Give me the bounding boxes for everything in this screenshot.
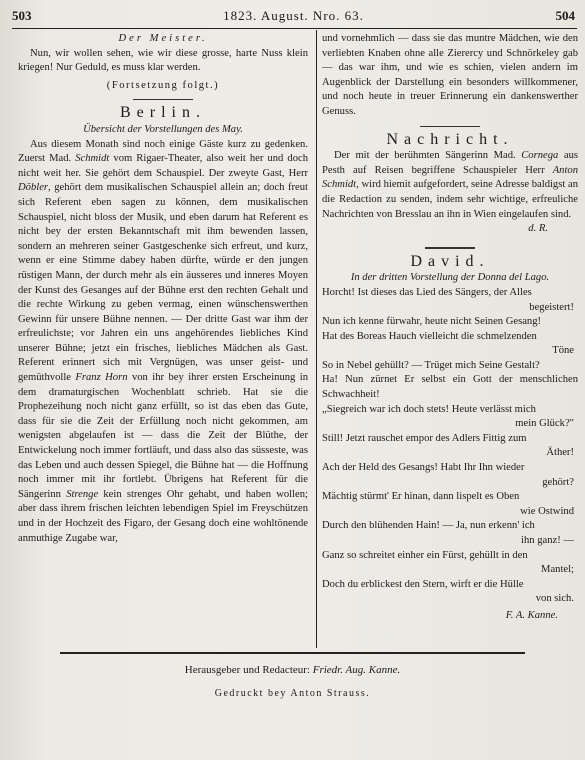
page-number-left: 503: [12, 8, 32, 23]
verse-line-end: Mantel;: [541, 564, 574, 576]
name-anton-schmidt: Anton Schmidt: [322, 164, 578, 191]
verse-line: Nun ich kenne fürwahr, heute nicht Seinen Gesang!: [322, 316, 542, 328]
name-franz-horn: Franz Horn: [75, 372, 128, 384]
verse-line: Ganz so schreitet einher ein Fürst, gehüllt in den: [322, 549, 528, 561]
verse-line: Still! Jetzt rauschet empor des Adlers Fittig zum: [322, 432, 527, 444]
footer-rule: [60, 652, 525, 654]
section-divider: [425, 247, 475, 249]
article-continuation: und vornehmlich — dass sie das muntre Mädchen, wie den verliebten Knaben ohne alle Zierercy und Schnörkeley gab — das war ihm, und wie es schien, vielen andern im Augenblick der Darstellung ein besonders willkommener, und noch heute in treuer Erinnerung ein dankenswerther Genuss.: [322, 33, 578, 117]
editor-label: Herausgeber und Redacteur:: [184, 664, 313, 676]
verse-line-end: Töne: [552, 345, 574, 357]
verse-line: Hat des Boreas Hauch vielleicht die schmelzenden: [322, 330, 537, 342]
header-rule: [12, 28, 577, 29]
notice-body: [322, 149, 578, 222]
notice-signature: d. R.: [528, 223, 548, 235]
notice-text: Der mit der berühmten Sängerinn Mad.: [334, 150, 522, 162]
section-divider: [420, 126, 480, 127]
poem-signature: F. A. Kanne.: [505, 609, 558, 621]
verse-line-end: Äther!: [546, 447, 574, 459]
verse-line: Ha! Nun zürnet Er selbst ein Gott der menschlichen Schwachheit!: [322, 374, 578, 401]
verse-line-end: gehört?: [542, 476, 574, 488]
verse-line-end: wie Ostwind: [520, 505, 574, 517]
poem-title: David.: [410, 252, 490, 270]
berlin-article-body: [18, 138, 308, 547]
editor-line: [0, 664, 585, 676]
left-column: [18, 32, 308, 546]
speaker-label: Der Meister.: [118, 33, 208, 44]
name-dobler: Döbler: [18, 182, 49, 194]
continuation-note: (Fortsetzung folgt.): [106, 79, 220, 91]
verse-line-end: von sich.: [535, 593, 574, 605]
poem-verses: [322, 286, 578, 607]
page-header: [12, 8, 575, 26]
verse-line: Durch den blühenden Hain! — Ja, nun erkenn' ich: [322, 520, 535, 532]
verse-line: Horcht! Ist dieses das Lied des Sängers, der Alles: [322, 286, 532, 298]
name-cornega: Cornega: [521, 150, 559, 162]
verse-line-end: mein Glück?": [515, 418, 574, 430]
section-divider: [133, 99, 193, 100]
section-subtitle: Übersicht der Vorstellungen des May.: [83, 123, 243, 135]
column-divider: [316, 30, 317, 648]
verse-line-end: ihn ganz! —: [521, 535, 574, 546]
section-title-nachricht: Nachricht.: [386, 130, 514, 148]
section-title-berlin: Berlin.: [120, 104, 206, 122]
page-number-right: 504: [555, 8, 575, 23]
name-schmidt: Schmidt: [75, 153, 110, 165]
body-text: kein strenges Ohr gehabt, und haben wollen; aber dass ihrem frischen leichten lebendigen Spiel im Freyschützen und in der Hochzeit des Figaro, der Gesang doch eine wohltönende anmuthige Zugabe war,: [18, 488, 308, 544]
verse-line-end: begeistert!: [529, 301, 574, 313]
dialogue-text: Nun, wir wollen sehen, wie wir diese grosse, harte Nuss klein kriegen! Nur Geduld, es muss klar werden.: [18, 47, 308, 74]
notice-text: aus Pesth auf Reisen begriffene Schauspieler Herr: [322, 150, 578, 176]
issue-date: 1823. August. Nro. 63.: [223, 8, 364, 23]
body-text: , gehört dem musikalischen Schauspiel allein an; doch freut sich Referent eben sagen zu können, dem musikalischen Schauspiel, nicht bloss der Musik, und eben darum hat Referent es nicht bey der ersten Bekanntschaft mit ihm bewenden lassen, sondern an mehreren seiner Gastgeschenke sich erfreut, und kurz, wenn er eine Stimme dabey haben dürfte, würde er den jungen rüstigen Mann, der durch mehr als ein äusseres und inneres Moyen der Kunst des Gesanges auf der Bühne erst den rechten Gehalt und die rechte Wirkung zu geben vermag, einen wünschenswerthen Gewinn für unsere Bühne nennen. — Der dritte Gast war ihm der erfreulichste; vor Jahren ein uns angehörendes liebliches Kind unserer Bühne; jetzt ein frisches, liebliches Mädchen als Gast. Referent erinnert sich mit Vergnügen, was unser geist- und gemüthvolle: [18, 182, 308, 384]
verse-line: So in Nebel gehüllt? — Trüget mich Seine Gestalt?: [322, 359, 540, 371]
verse-line: „Siegreich war ich doch stets! Heute verlässt mich: [322, 403, 536, 415]
body-text: vom Rigaer-Theater, also weit her und doch nicht weit her. Sie gehört dem Schauspiel. Der zweyte Gast, Herr: [18, 153, 308, 179]
printer-imprint: Gedruckt bey Anton Strauss.: [214, 688, 371, 699]
right-column: [322, 32, 578, 624]
body-text: von ihr bey ihrer ersten Erscheinung in dem dramaturgischen Wochenblatt schrieb. Hat sie die Prophezeihung noch nicht ganz erfüllt, so ist das eben das Gute, dass für sie die Zeit der Erfüllung noch nicht gekommen, am wenigsten abgelaufen ist — dass die Zeit der Blüthe, der Entwickelung noch immer fortläuft, und dass also das süsseste, was das Leben und auch dessen Spiegel, die Bühne hat — die Hoffnung noch immer mit ihr fortlebt. Übrigens hat Referent für die Sängerinn: [18, 372, 309, 500]
verse-line: Doch du erblickest den Stern, wirft er die Hülle: [322, 578, 524, 590]
editor-name: Friedr. Aug. Kanne.: [312, 664, 401, 676]
verse-line: Mächtig stürmt' Er hinan, dann lispelt es Oben: [322, 491, 520, 503]
poem-subtitle: In der dritten Vorstellung der Donna del Lago.: [350, 272, 550, 284]
verse-line: Ach der Held des Gesangs! Habt Ihr Ihn wieder: [322, 462, 525, 474]
body-text: Aus diesem Monath sind noch einige Gäste kurz zu gedenken. Zuerst Mad.: [18, 138, 308, 165]
notice-text: , wird hiemit aufgefordert, seine Adresse baldigst an die Redaction zu senden, indem sehr wichtige, erfreuliche Nachrichten von Bresslau an ihn in Wien eingelaufen sind.: [322, 179, 578, 220]
name-strenge: Strenge: [66, 488, 99, 500]
